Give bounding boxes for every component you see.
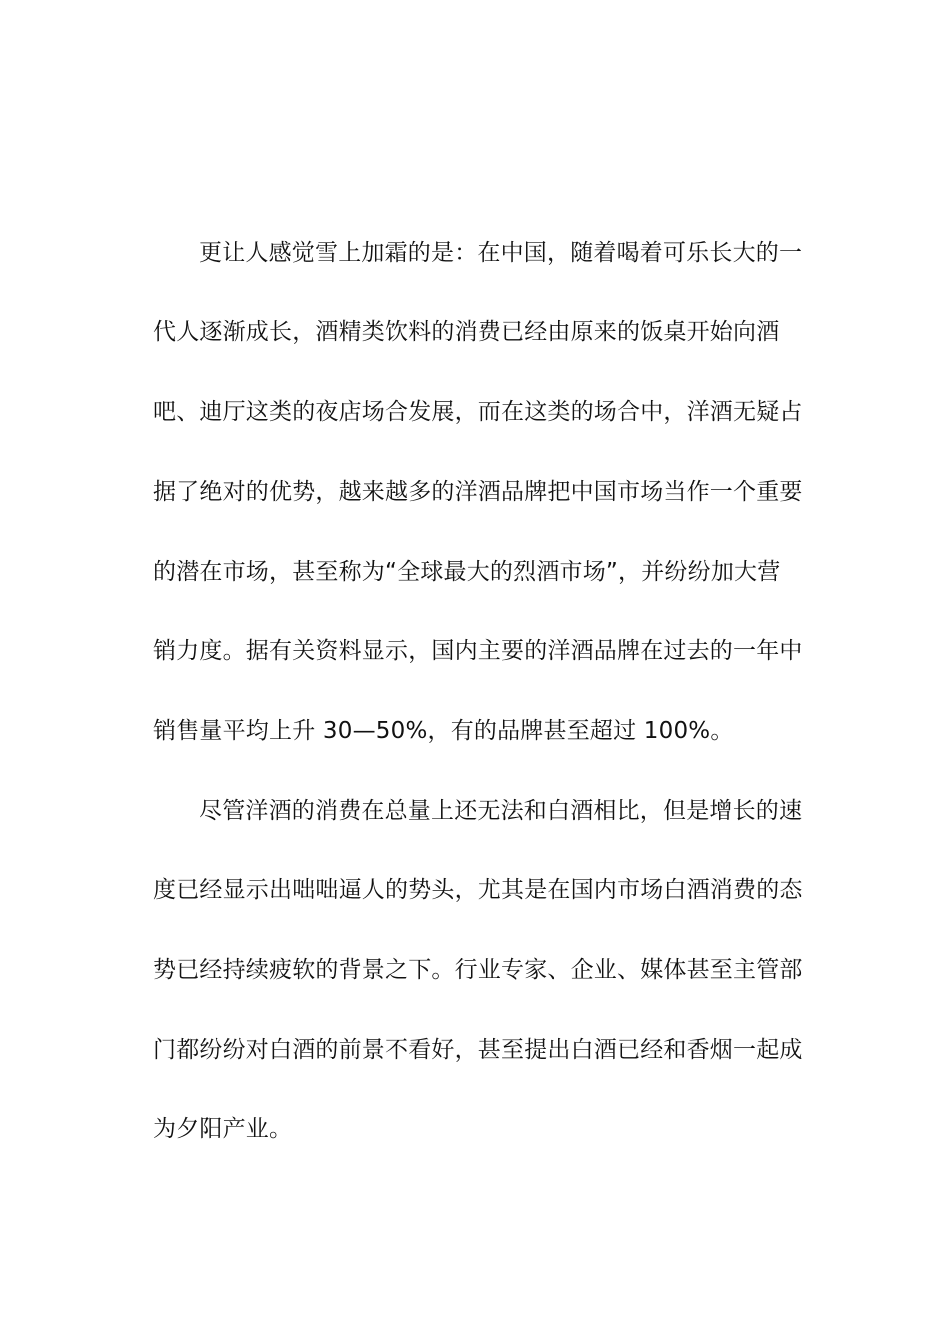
paragraph-line: 据了绝对的优势，越来越多的洋酒品牌把中国市场当作一个重要	[153, 479, 803, 505]
paragraph-line: 更让人感觉雪上加霜的是：在中国，随着喝着可乐长大的一	[199, 240, 803, 266]
paragraph-line: 吧、迪厅这类的夜店场合发展，而在这类的场合中，洋酒无疑占	[153, 399, 803, 425]
paragraph-line: 的潜在市场，甚至称为“全球最大的烈酒市场”，并纷纷加大营	[153, 559, 781, 585]
paragraph-line: 门都纷纷对白酒的前景不看好，甚至提出白酒已经和香烟一起成	[153, 1037, 803, 1063]
paragraph-line: 尽管洋酒的消费在总量上还无法和白酒相比，但是增长的速	[199, 798, 803, 824]
paragraph-line: 销售量平均上升 30—50%，有的品牌甚至超过 100%。	[153, 718, 734, 744]
paragraph-line: 为夕阳产业。	[153, 1116, 293, 1142]
paragraph-line: 代人逐渐成长，酒精类饮料的消费已经由原来的饭桌开始向酒	[153, 319, 780, 345]
paragraph-line: 度已经显示出咄咄逼人的势头，尤其是在国内市场白酒消费的态	[153, 877, 803, 903]
paragraph-line: 销力度。据有关资料显示，国内主要的洋酒品牌在过去的一年中	[153, 638, 803, 664]
paragraph-line: 势已经持续疲软的背景之下。行业专家、企业、媒体甚至主管部	[153, 957, 803, 983]
